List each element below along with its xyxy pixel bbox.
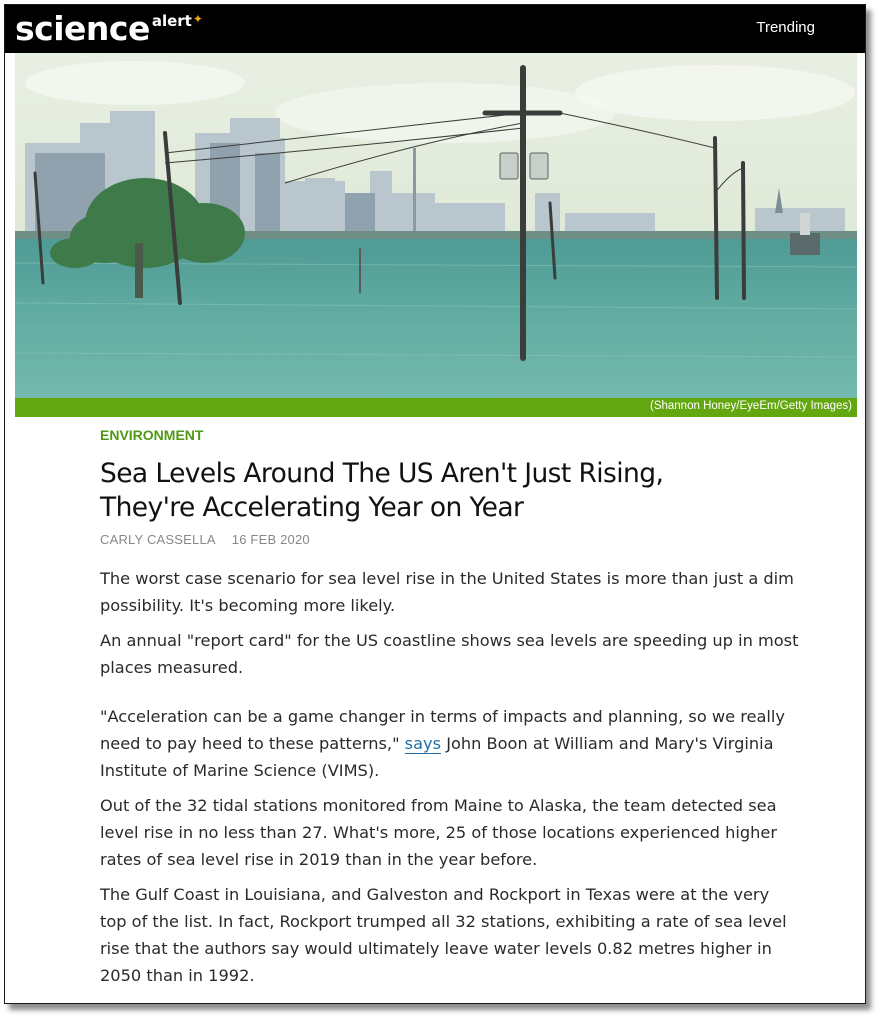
- paragraph: An annual "report card" for the US coastline shows sea levels are speeding up in most places measured.: [100, 631, 799, 677]
- article-container: [15, 53, 857, 1003]
- image-caption-bar: [15, 398, 857, 417]
- site-header: [5, 5, 865, 53]
- site-logo[interactable]: [15, 9, 203, 49]
- author-name[interactable]: CARLY CASSELLA: [100, 532, 216, 547]
- spark-icon: ✦: [192, 12, 203, 26]
- publish-date: 16 FEB 2020: [231, 532, 310, 547]
- headline-line-1: Sea Levels Around The US Aren't Just Rising,: [100, 458, 664, 489]
- logo-wordmark-sub: alert: [151, 12, 192, 30]
- category-link[interactable]: ENVIRONMENT: [100, 427, 204, 443]
- paragraph: The worst case scenario for sea level rise in the United States is more than just a dim possibility. It's becoming more likely.: [100, 569, 794, 615]
- article-meta: [100, 532, 800, 547]
- article-headline: [100, 457, 800, 525]
- logo-wordmark: science: [15, 9, 150, 48]
- paragraph: The Gulf Coast in Louisiana, and Galveston and Rockport in Texas were at the very top of the list. In fact, Rockport trumped all 32 stations, exhibiting a rate of sea level rise that the authors say would ultimately leave water levels 0.82 metres higher in 2050 than in 1992.: [100, 885, 787, 985]
- says-link[interactable]: says: [404, 734, 442, 753]
- quote-text: "Acceleration can be a game changer in terms of impacts and planning, so we really need to pay heed to these patterns,": [100, 707, 785, 753]
- nav-trending-link[interactable]: Trending: [756, 19, 815, 36]
- headline-line-2: They're Accelerating Year on Year: [100, 492, 524, 523]
- article-body: [100, 425, 800, 997]
- browser-frame: [4, 4, 866, 1004]
- image-credit: (Shannon Honey/EyeEm/Getty Images): [650, 400, 852, 412]
- paragraph: Out of the 32 tidal stations monitored from Maine to Alaska, the team detected sea level rise in no less than 27. What's more, 25 of those locations experienced higher rates of sea level rise in 2019 than in the year before.: [100, 796, 778, 869]
- article-text: [100, 565, 800, 989]
- quote-attribution: John Boon at William and Mary's Virginia Institute of Marine Science (VIMS).: [100, 734, 774, 780]
- quote-paragraph: [100, 703, 800, 784]
- hero-image: [15, 53, 857, 398]
